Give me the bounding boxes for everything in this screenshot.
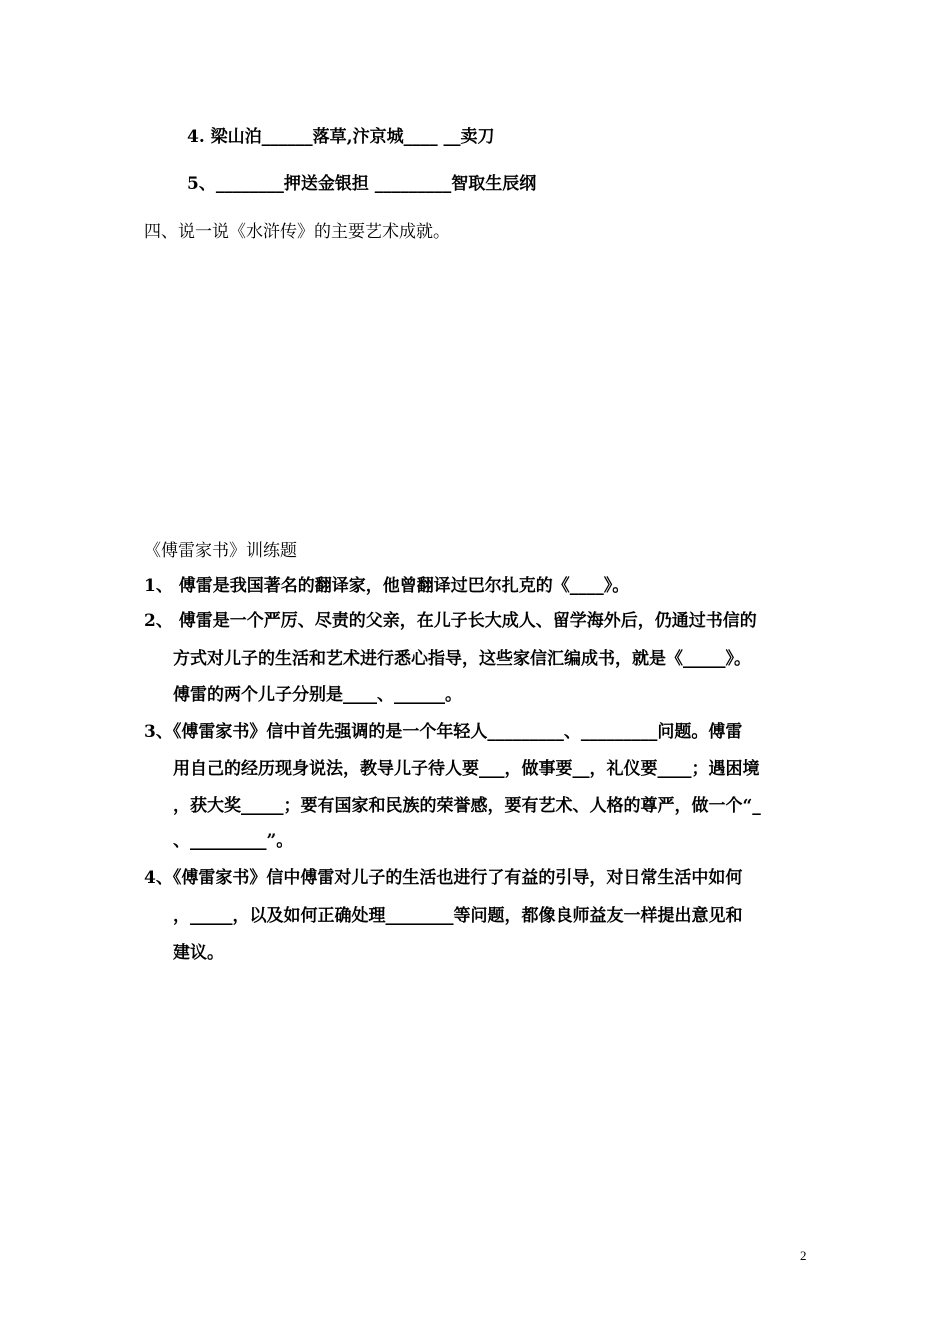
section-four-question: 四、说一说《水浒传》的主要艺术成就。 xyxy=(144,222,450,242)
fulei-question-3-line-1: 3、《傅雷家书》信中首先强调的是一个年轻人_________、_________问题。傅雷 xyxy=(144,722,743,742)
question-item-5: 5、________押送金银担 _________智取生辰纲 xyxy=(187,174,537,194)
question-item-4: 4. 梁山泊______落草,汴京城____ __卖刀 xyxy=(187,127,495,147)
fulei-question-2-line-1: 2、 傅雷是一个严厉、尽责的父亲，在儿子长大成人、留学海外后，仍通过书信的 xyxy=(144,611,757,631)
fulei-question-4-line-1: 4、《傅雷家书》信中傅雷对儿子的生活也进行了有益的引导，对日常生活中如何 xyxy=(144,868,743,888)
fulei-question-2-line-2: 方式对儿子的生活和艺术进行悉心指导，这些家信汇编成书，就是《_____》。 xyxy=(173,649,751,669)
fulei-question-3-line-4: 、_________”。 xyxy=(173,831,294,851)
fulei-heading: 《傅雷家书》训练题 xyxy=(144,541,297,561)
fulei-question-3-line-3: ，获大奖_____；要有国家和民族的荣誉感，要有艺术、人格的尊严，做一个“_ xyxy=(173,796,761,816)
page-number: 2 xyxy=(800,1248,807,1263)
fulei-question-1: 1、 傅雷是我国著名的翻译家，他曾翻译过巴尔扎克的《____》。 xyxy=(144,576,630,596)
fulei-question-2-line-3: 傅雷的两个儿子分别是____、______。 xyxy=(173,685,462,705)
fulei-question-4-line-2: ，_____，以及如何正确处理________等问题，都像良师益友一样提出意见和 xyxy=(173,906,743,926)
fulei-question-3-line-2: 用自己的经历现身说法，教导儿子待人要___，做事要__，礼仪要____；遇困境 xyxy=(173,759,760,779)
fulei-question-4-line-3: 建议。 xyxy=(173,943,224,963)
